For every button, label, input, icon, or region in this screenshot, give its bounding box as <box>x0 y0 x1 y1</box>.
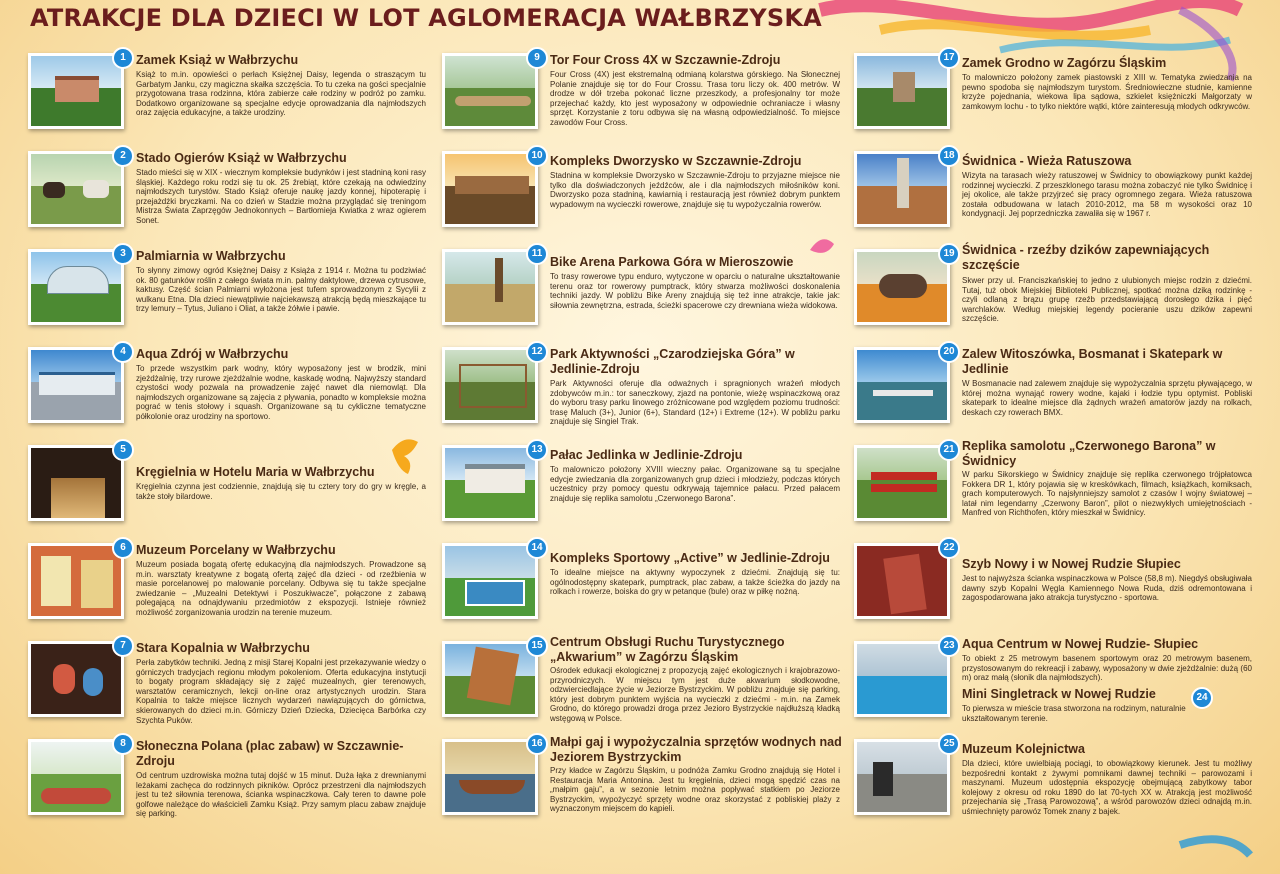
photo-szyb-nowy <box>854 543 950 619</box>
attraction-description: W Bosmanacie nad zalewem znajduje się wypożyczalnia sprzętu pływającego, w której można wynająć rowery wodne, kajaki i łodzie typu optymist. Pobliski skatepark to idealne miejsce dla żądnych wrażeń amatorów jazdy na rolkach, deskach czy rowerach BMX. <box>962 379 1252 417</box>
attraction-title: Stado Ogierów Książ w Wałbrzychu <box>136 151 347 165</box>
attraction-title: Kompleks Dworzysko w Szczawnie-Zdroju <box>550 154 802 168</box>
attraction-description: Skwer przy ul. Franciszkańskiej to jedno z ulubionych miejsc rodzin z dziećmi. Tutaj, tuż obok Miejskiej Biblioteki Publicznej, spotkać można dziką rodzinkę - czyli odlaną z brązu grupę rzeźb przedstawiającą dorosłego dzika i pięć warchlaków. Według miejskiej legendy pocieranie uszu dzików zapewni szczęście. <box>962 276 1252 324</box>
attraction-title: Tor Four Cross 4X w Szczawnie-Zdroju <box>550 53 781 67</box>
number-badge: 4 <box>112 341 134 363</box>
attraction-title: Zalew Witoszówka, Bosmanat i Skatepark w Jedlinie <box>962 347 1223 376</box>
attraction-title: Replika samolotu „Czerwonego Barona” w Świdnicy <box>962 439 1216 468</box>
attraction-title: Aqua Centrum w Nowej Rudzie- Słupiec <box>962 637 1199 651</box>
attraction-title: Aqua Zdrój w Wałbrzychu <box>136 347 289 361</box>
attraction-title: Szyb Nowy i w Nowej Rudzie Słupiec <box>962 557 1181 571</box>
attraction-title: Świdnica - rzeźby dzików zapewniających szczęście <box>962 243 1210 272</box>
number-badge: 13 <box>526 439 548 461</box>
number-badge: 25 <box>938 733 960 755</box>
attraction-description: Dla dzieci, które uwielbiają pociągi, to obowiązkowy kierunek. Jest tu możliwy bezpośredni kontakt z żywymi pomnikami dawnej techniki – parowozami i maszynami. Muzeum udostępnia ekspozycję obejmującą zabytkowy tabor kolejowy z okresu od roku 1890 do lat 70-tych XX w. Atrakcją jest możliwość przejechania się „Trasą Parowozową”, a wśród parowozów dzieci odnajdą m.in. uśmiechnięty parowóz Tomek znany z bajek. <box>962 759 1252 816</box>
attraction-description: To obiekt z 25 metrowym basenem sportowym oraz 20 metrowym basenem, przystosowanym do rekreacji i zabawy, wyposażony w dwie zjeżdżalnie: dużą (60 m) oraz małą (słonik dla najmłodszych). <box>962 654 1252 683</box>
attraction-description: To malowniczo położony zamek piastowski z XIII w. Tematyka zwiedzania na pewno spodoba się najmłodszym turystom. Średniowieczne studnie, kamienne krzyże pojednania, wiekowa lipa sądowa, szkielet księżniczki Małgorzaty w zamkowym lochu - to tylko niektóre wątki, które zainteresują młodych odkrywców. <box>962 73 1252 111</box>
photo-tor-four-cross <box>442 53 538 129</box>
number-badge: 5 <box>112 439 134 461</box>
number-badge: 15 <box>526 635 548 657</box>
photo-akwarium <box>442 641 538 717</box>
photo-bike-arena <box>442 249 538 325</box>
attraction-title: Zamek Książ w Wałbrzychu <box>136 53 299 67</box>
attraction-description: Przy kładce w Zagórzu Śląskim, u podnóża Zamku Grodno znajdują się Hotel i Restauracja Maria Antonina. Jest tu kręgielnia, dzieci mogą spędzić czas na „małpim gaju”, a w sezonie letnim można popływać statkiem po Jeziorze Bystrzyckim, wypożyczyć sprzęty wodne oraz skorzystać z pobliskiej plaży z wyznaczonym miejscem do kąpieli. <box>550 766 840 814</box>
attraction-description: Książ to m.in. opowieści o perłach Księżnej Daisy, legenda o straszącym tu Garbatym Janku, czy magiczna skałka szczęścia. To tu czeka na gości specjalnie przygotowana trasa rodzinna, która zabierze całe rodziny w podróż po zamku. Dodatkowo organizowane są specjalne edycje oprowadzania dla najmłodszych oraz zajęcia edukacyjne, a także urodziny. <box>136 70 426 118</box>
number-badge: 16 <box>526 733 548 755</box>
number-badge: 8 <box>112 733 134 755</box>
photo-palmiarnia <box>28 249 124 325</box>
photo-muzeum-kolejnictwa <box>854 739 950 815</box>
attraction-description: To słynny zimowy ogród Księżnej Daisy z Książa z 1914 r. Można tu podziwiać ok. 80 gatunków roślin z całego świata m.in. palmy daktylowe, drzewa cytrusowe, kaktusy. Część ścian Palmiarni wyłożona jest tufem sprowadzonym z Sycylii z wulkanu Etna. Dla dzieci niewątpliwie najciekawszą atrakcją będą mieszkające tu trzy lemury – Tytus, Juliano i Oliat, a także żółwie i pawie. <box>136 266 426 314</box>
number-badge: 24 <box>1191 687 1213 709</box>
attraction-title: Zamek Grodno w Zagórzu Śląskim <box>962 56 1167 70</box>
number-badge: 6 <box>112 537 134 559</box>
attraction-title: Kręgielnia w Hotelu Maria w Wałbrzychu <box>136 465 375 479</box>
number-badge: 2 <box>112 145 134 167</box>
attraction-title: Kompleks Sportowy „Active” w Jedlinie-Zdroju <box>550 551 830 565</box>
photo-zamek-grodno <box>854 53 950 129</box>
number-badge: 12 <box>526 341 548 363</box>
number-badge: 7 <box>112 635 134 657</box>
number-badge: 22 <box>938 537 960 559</box>
attraction-title: Małpi gaj i wypożyczalnia sprzętów wodnych nad Jeziorem Bystrzyckim <box>550 735 842 764</box>
attraction-title: Słoneczna Polana (plac zabaw) w Szczawnie-Zdroju <box>136 739 404 768</box>
attraction-title: Muzeum Kolejnictwa <box>962 742 1085 756</box>
number-badge: 9 <box>526 47 548 69</box>
number-badge: 18 <box>938 145 960 167</box>
photo-malpi-gaj <box>442 739 538 815</box>
attraction-description: W parku Sikorskiego w Świdnicy znajduje się replika czerwonego trójpłatowca Fokkera DR 1, który pojawia się w kreskówkach, filmach, książkach, komiksach, grach komputerowych. To najsłynniejszy samolot z czasów I wojny światowej – latał nim legendarny „Czerwony Baron”, pilot o niezwykłych umiejętnościach - Manfred von Richthofen, który mieszkał w Świdnicy. <box>962 470 1252 518</box>
photo-sloneczna-polana <box>28 739 124 815</box>
photo-aqua-zdroj <box>28 347 124 423</box>
attraction-description: Perła zabytków techniki. Jedną z misji Starej Kopalni jest przekazywanie wiedzy o górniczych tradycjach regionu młodym pokoleniom. Oferta edukacyjna instytucji to bogaty program składający się z zajęć muzealnych, gier terenowych, warsztatów ceramicznych, lekcji on-line oraz artystycznych urodzin. Stara Kopalnia to także miejsce licznych wydarzeń nawiązujących do górnictwa, skierowanych do dzieci m.in. Górniczy Dzień Dziecka, Dziecięca Barbórka czy Szychta Puków. <box>136 658 426 725</box>
photo-zalew-witoszowka <box>854 347 950 423</box>
photo-dworzysko <box>442 151 538 227</box>
photo-aqua-centrum <box>854 641 950 717</box>
photo-stado-ogierow <box>28 151 124 227</box>
page-title: ATRAKCJE DLA DZIECI W LOT AGLOMERACJA WAŁBRZYSKA <box>30 4 822 32</box>
attraction-description: To pierwsza w mieście trasa stworzona na rodzinym, naturalnie ukształtowanym terenie. <box>962 704 1186 723</box>
attraction-description: Jest to najwyższa ścianka wspinaczkowa w Polsce (58,8 m). Niegdyś obsługiwała dawny szyb Kopalni Węgla Kamiennego Nowa Ruda, dziś odremontowana i zagospodarowana jako atrakcja turystyczno - sportowa. <box>962 574 1252 603</box>
attraction-description: Od centrum uzdrowiska można tutaj dojść w 15 minut. Duża łąka z drewnianymi leżakami zachęca do rodzinnych pikników. Oprócz przestrzeni dla najmłodszych jest tu też siłownia terenowa, ścianka wspinaczkowa. Cały teren to dawne pole golfowe należące do właścicieli Zamku Książ. Przy samym placu zabaw znajduje się parking. <box>136 771 426 819</box>
attraction-description: Stadnina w kompleksie Dworzysko w Szczawnie-Zdroju to przyjazne miejsce nie tylko dla doświadczonych jeźdźców, ale i dla najmłodszych miłośników koni. Dworzysko poza stadniną, kawiarnią i restauracją jest również dobrym punktem wypadowym na wycieczki rowerowe, znajduje się tu wypożyczalnia rowerów. <box>550 171 840 209</box>
photo-czerwony-baron <box>854 445 950 521</box>
attraction-title: Park Aktywności „Czarodziejska Góra” w Jedlinie-Zdroju <box>550 347 795 376</box>
photo-zamek-ksiaz <box>28 53 124 129</box>
attraction-description: Four Cross (4X) jest ekstremalną odmianą kolarstwa górskiego. Na Słonecznej Polanie znajduje się tor do Four Crossu. Trasa toru liczy ok. 400 metrów. W drodze w dół trzeba pokonać liczne przeszkody, a profesjonalny tor może przejechać każdy, kto jest wyposażony w odpowiednie ochraniacze i własny sprzęt. Korzystanie z toru odbywa się na własną odpowiedzialność. To miejsce zawodów Four Cross. <box>550 70 840 127</box>
attraction-title: Pałac Jedlinka w Jedlinie-Zdroju <box>550 448 743 462</box>
attraction-title: Stara Kopalnia w Wałbrzychu <box>136 641 310 655</box>
attraction-description: Kręgielnia czynna jest codziennie, znajdują się tu cztery tory do gry w kręgle, a także stoły bilardowe. <box>136 482 426 501</box>
photo-czarodziejska-gora <box>442 347 538 423</box>
number-badge: 20 <box>938 341 960 363</box>
number-badge: 1 <box>112 47 134 69</box>
photo-wieza-ratuszowa <box>854 151 950 227</box>
attraction-description: Ośrodek edukacji ekologicznej z propozycją zajęć ekologicznych i krajobrazowo-przyrodniczych. W miejscu tym jest duże akwarium słodkowodne, odzwierciedlające życie w Jeziorze Bystrzyckim. W pobliżu znajduje się parking, który jest dobrym punktem wyjścia na wycieczki z dziećmi - m.in. na Zamek Grodno, do którego prowadzi droga przez Jezioro Bystrzyckie najdłuższą kładką wstęgową w Polsce. <box>550 666 840 723</box>
number-badge: 11 <box>526 243 548 265</box>
number-badge: 19 <box>938 243 960 265</box>
photo-kregielnia <box>28 445 124 521</box>
number-badge: 17 <box>938 47 960 69</box>
attraction-description: Wizyta na tarasach wieży ratuszowej w Świdnicy to obowiązkowy punkt każdej rodzinnej wycieczki. Z przeszklonego tarasu można zobaczyć nie tylko Świdnicę i jej okolice, ale także przyjrzeć się pracy ogromnego zegara. Wieża ratuszowa została odbudowana w latach 2010-2012, ma 58 m wysokości oraz 10 kondygnacji. Jej poprzedniczka zawaliła się w 1967 r. <box>962 171 1252 219</box>
photo-stara-kopalnia <box>28 641 124 717</box>
attraction-title: Muzeum Porcelany w Wałbrzychu <box>136 543 336 557</box>
number-badge: 21 <box>938 439 960 461</box>
photo-kompleks-active <box>442 543 538 619</box>
attraction-title: Mini Singletrack w Nowej Rudzie <box>962 687 1156 701</box>
attraction-title: Centrum Obsługi Ruchu Turystycznego „Akwarium” w Zagórzu Śląskim <box>550 635 785 664</box>
attraction-description: To idealne miejsce na aktywny wypoczynek z dziećmi. Znajdują się tu: ogólnodostępny skatepark, pumptrack, plac zabaw, a także ścieżka do jazdy na rolkach i rowerze, boiska do gry w petanque (bule) oraz w piłkę nożną. <box>550 568 840 597</box>
attraction-description: To trasy rowerowe typu enduro, wytyczone w oparciu o naturalne ukształtowanie terenu oraz tor rowerowy pumptrack, który stwarza możliwości doskonalenia techniki jazdy. W pobliżu Bike Areny znajdują się też inne atrakcje, takie jak: siłownia zewnętrzna, estrada, ścieżki spacerowe czy drewniana wieża widokowa. <box>550 272 840 310</box>
number-badge: 14 <box>526 537 548 559</box>
attraction-description: To przede wszystkim park wodny, który wyposażony jest w brodzik, mini zjeżdżalnię, trzy rurowe zjeżdżalnie wodne, kaskadę wodną. Najwyższy standard czystości wody pozwala na prowadzenie zajęć nawet dla niemowląt. Dla najmłodszych organizowane są zajęcia z pływania, ponadto w kompleksie można pograć w tenis stołowy i squash. Organizowane są tu cykliczne tematyczne półkolonie oraz urodziny na sportowo. <box>136 364 426 421</box>
photo-rzezby-dzikow <box>854 249 950 325</box>
photo-palac-jedlinka <box>442 445 538 521</box>
number-badge: 10 <box>526 145 548 167</box>
photo-muzeum-porcelany <box>28 543 124 619</box>
number-badge: 3 <box>112 243 134 265</box>
header <box>0 0 1280 40</box>
number-badge: 23 <box>938 635 960 657</box>
attraction-description: Stado mieści się w XIX - wiecznym kompleksie budynków i jest stadniną koni rasy śląskiej. Każdego roku rodzi się tu ok. 25 źrebiąt, które czekają na odwiedziny najmłodszych turystów. Stado Książ oferuje naukę jazdy konnej, hipoterapię i przejażdżki bryczkami. Na co dzień w Stadzie można przyglądać się treningom Mistrza Świata Zaprzęgów Jednokonnych – Bartłomieja Kwiatka z wraz ogierem Sonet. <box>136 168 426 225</box>
attraction-title: Palmiarnia w Wałbrzychu <box>136 249 286 263</box>
attraction-title: Bike Arena Parkowa Góra w Mieroszowie <box>550 255 794 269</box>
attraction-description: To malowniczo położony XVIII wieczny pałac. Organizowane są tu specjalne edycje zwiedzania dla zorganizowanych grup dzieci i młodzieży, podczas których uczestnicy przy pomocy questu odkrywają tajemnice pałacu. Przed pałacem znajduje się replika samolotu „Czerwonego Barona”. <box>550 465 840 503</box>
attraction-description: Muzeum posiada bogatą ofertę edukacyjną dla najmłodszych. Prowadzone są m.in. warsztaty kreatywne z bogatą ofertą zajęć dla dzieci - od rzeźbienia w masie porcelanowej po malowanie porcelany. Odbywa się tu także specjalne zwiedzanie – „Muzealni Detektywi i Poszukiwacze”, połączone z zabawą polegającą na odnajdywaniu przedmiotów z ekspozycji. Istnieje również możliwość zorganizowania urodzin na terenie muzeum. <box>136 560 426 617</box>
attraction-description: Park Aktywności oferuje dla odważnych i spragnionych wrażeń młodych zdobywców m.in.: tor saneczkowy, zjazd na pontonie, wieżę wspinaczkową oraz do wyboru trasy parku linowego zróżnicowane pod względem poziomu trudności: trasę Maluch (3+), Junior (6+), Standard (12+) i Extreme (12+). W pobliżu parku znajduje się Singiel Trak. <box>550 379 840 427</box>
attraction-title: Świdnica - Wieża Ratuszowa <box>962 154 1132 168</box>
